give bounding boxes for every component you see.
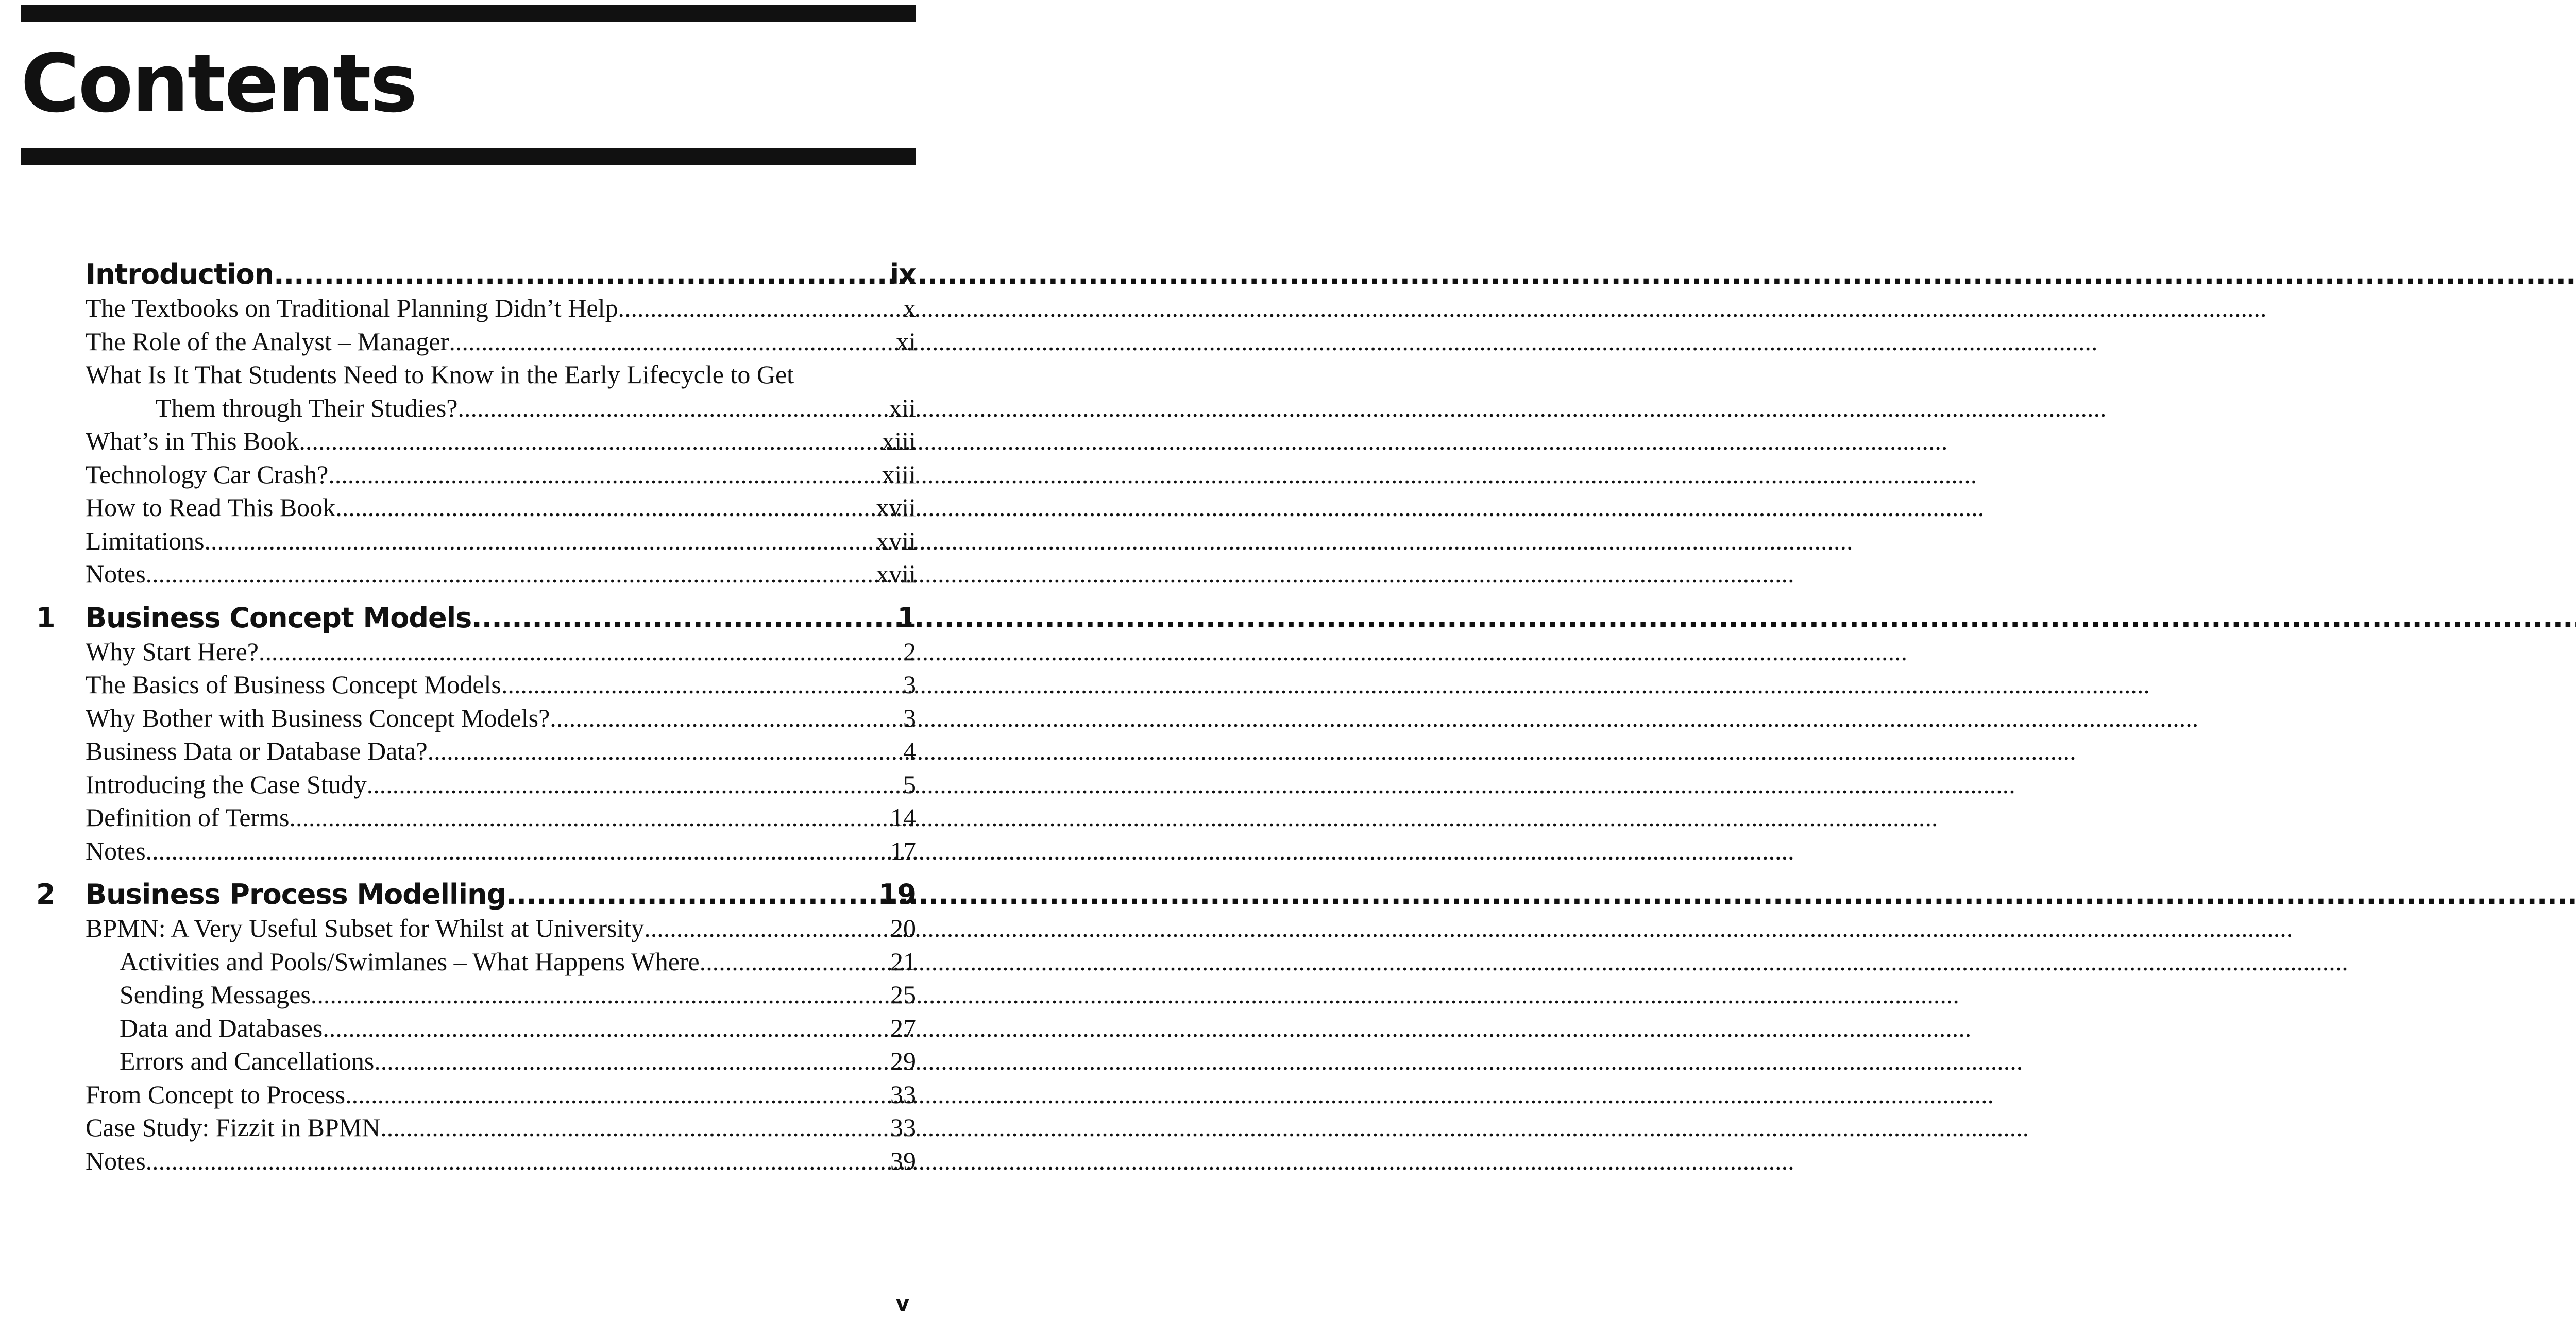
- toc-page-number: xii: [889, 393, 916, 422]
- toc-entry[interactable]: [86, 458, 916, 491]
- toc-subentry[interactable]: [120, 945, 916, 979]
- toc-page-number: 39: [890, 1146, 916, 1175]
- toc-entry-title: The Basics of Business Concept Models: [86, 670, 501, 699]
- toc-entry-title: Data and Databases: [120, 1013, 323, 1042]
- toc-entry-title: The Textbooks on Traditional Planning Didn’t Help: [86, 294, 618, 322]
- toc-entry-title: Introducing the Case Study: [86, 769, 367, 799]
- dot-leader: [457, 391, 889, 425]
- dot-leader: [328, 458, 882, 491]
- toc-page-number: 3: [903, 703, 916, 732]
- toc-page-number: 3: [903, 670, 916, 699]
- toc-entry-title: Business Data or Database Data?: [86, 736, 428, 765]
- toc-entry-title: What’s in This Book: [86, 426, 299, 455]
- toc-page-number: xvii: [876, 526, 916, 555]
- toc-page-number: x: [903, 294, 916, 322]
- dot-leader: [367, 768, 903, 801]
- toc-page-number: 21: [890, 947, 916, 976]
- dot-leader: [550, 701, 903, 735]
- dot-leader: [299, 424, 882, 458]
- toc-chapter-number: 1: [36, 601, 55, 634]
- toc-entry[interactable]: [86, 912, 916, 945]
- dot-leader: [290, 801, 890, 834]
- page-folio: v: [895, 1292, 909, 1316]
- toc-entry[interactable]: [86, 524, 916, 558]
- dot-leader: [700, 945, 890, 979]
- toc-page-number: 33: [890, 1079, 916, 1109]
- dot-leader: [506, 878, 878, 912]
- dot-leader: [501, 668, 903, 701]
- toc-entry[interactable]: [86, 668, 916, 701]
- dot-leader: [323, 1011, 890, 1045]
- toc-chapter[interactable]: [86, 258, 916, 291]
- toc-entry[interactable]: [86, 291, 916, 325]
- toc-page-number: 20: [890, 914, 916, 942]
- toc-entry-title: Definition of Terms: [86, 803, 290, 832]
- toc-chapter[interactable]: [36, 601, 916, 635]
- dot-leader: [205, 524, 876, 558]
- toc-entry-title: Them through Their Studies?: [156, 393, 458, 422]
- top-rule: [21, 5, 916, 22]
- toc-entry-title: Sending Messages: [120, 980, 311, 1009]
- toc-entry[interactable]: [86, 701, 916, 735]
- toc-entry[interactable]: [86, 1078, 916, 1111]
- toc-entry[interactable]: [86, 834, 916, 868]
- toc-entry-title: What Is It That Students Need to Know in the Early Lifecycle to Get: [86, 360, 794, 389]
- dot-leader: [274, 258, 890, 291]
- toc-entry-title: Why Bother with Business Concept Models?: [86, 703, 550, 732]
- toc-page-number: 1: [897, 601, 916, 634]
- toc-entry-title: Limitations: [86, 526, 205, 555]
- toc-entry[interactable]: [86, 1111, 916, 1144]
- toc-page-number: 17: [890, 836, 916, 865]
- dot-leader: [380, 1111, 890, 1144]
- toc-page-number: ix: [889, 258, 916, 290]
- toc-page-number: 19: [878, 878, 916, 911]
- toc-page-number: 4: [903, 736, 916, 765]
- page-heading: Contents: [21, 37, 416, 130]
- toc-page-number: 2: [903, 637, 916, 666]
- toc-entry-first-line[interactable]: [86, 358, 916, 391]
- toc-subentry[interactable]: [120, 978, 916, 1011]
- toc-page-number: 27: [890, 1013, 916, 1042]
- toc-page-number: xi: [896, 327, 916, 356]
- toc-page-number: xiii: [882, 459, 916, 489]
- dot-leader: [311, 978, 890, 1011]
- toc-entry-title: Activities and Pools/Swimlanes – What Happens Where: [120, 947, 700, 976]
- toc-page-number: xvii: [876, 559, 916, 588]
- toc-entry[interactable]: [86, 491, 916, 524]
- toc-page-number: xiii: [882, 426, 916, 455]
- toc-entry[interactable]: [86, 557, 916, 591]
- dot-leader: [146, 1144, 890, 1178]
- toc-entry[interactable]: [86, 1144, 916, 1178]
- toc-page-number: 33: [890, 1113, 916, 1142]
- toc-entry[interactable]: [86, 635, 916, 668]
- dot-leader: [471, 601, 897, 635]
- toc-entry-title: Case Study: Fizzit in BPMN: [86, 1113, 381, 1142]
- toc-chapter[interactable]: [36, 878, 916, 912]
- toc-entry-title: How to Read This Book: [86, 493, 336, 522]
- dot-leader: [428, 734, 903, 768]
- dot-leader: [449, 325, 896, 358]
- toc-entry-title: Errors and Cancellations: [120, 1046, 375, 1075]
- toc-entry[interactable]: [86, 768, 916, 801]
- toc-entry[interactable]: [86, 801, 916, 834]
- toc-entry-title: Notes: [86, 1146, 146, 1175]
- dot-leader: [374, 1044, 890, 1078]
- toc-page-number: 5: [903, 769, 916, 799]
- toc-chapter-title: Introduction: [86, 258, 274, 290]
- dot-leader: [146, 557, 876, 591]
- table-of-contents: [0, 258, 950, 1177]
- toc-entry-continuation[interactable]: [156, 391, 916, 425]
- toc-entry-title: The Role of the Analyst – Manager: [86, 327, 449, 356]
- dot-leader: [146, 834, 890, 868]
- dot-leader: [644, 912, 890, 945]
- toc-entry[interactable]: [86, 325, 916, 358]
- toc-entry-title: BPMN: A Very Useful Subset for Whilst at University: [86, 914, 645, 942]
- toc-entry[interactable]: [86, 424, 916, 458]
- toc-chapter-number: 2: [36, 878, 55, 911]
- dot-leader: [259, 635, 903, 668]
- toc-subentry[interactable]: [120, 1044, 916, 1078]
- toc-page-number: 29: [890, 1046, 916, 1075]
- dot-leader: [345, 1078, 890, 1111]
- toc-page-number: 14: [890, 803, 916, 832]
- toc-entry-title: Notes: [86, 836, 146, 865]
- toc-entry-title: From Concept to Process: [86, 1079, 346, 1109]
- toc-entry[interactable]: [86, 734, 916, 768]
- bottom-rule: [21, 148, 916, 165]
- toc-subentry[interactable]: [120, 1011, 916, 1045]
- dot-leader: [335, 491, 876, 524]
- toc-entry-title: Technology Car Crash?: [86, 459, 329, 489]
- toc-page-number: xvii: [876, 493, 916, 522]
- toc-entry-title: Why Start Here?: [86, 637, 259, 666]
- toc-page-number: 25: [890, 980, 916, 1009]
- toc-entry-title: Notes: [86, 559, 146, 588]
- dot-leader: [618, 291, 903, 325]
- toc-chapter-title: Business Process Modelling: [86, 878, 506, 911]
- toc-chapter-title: Business Concept Models: [86, 601, 472, 634]
